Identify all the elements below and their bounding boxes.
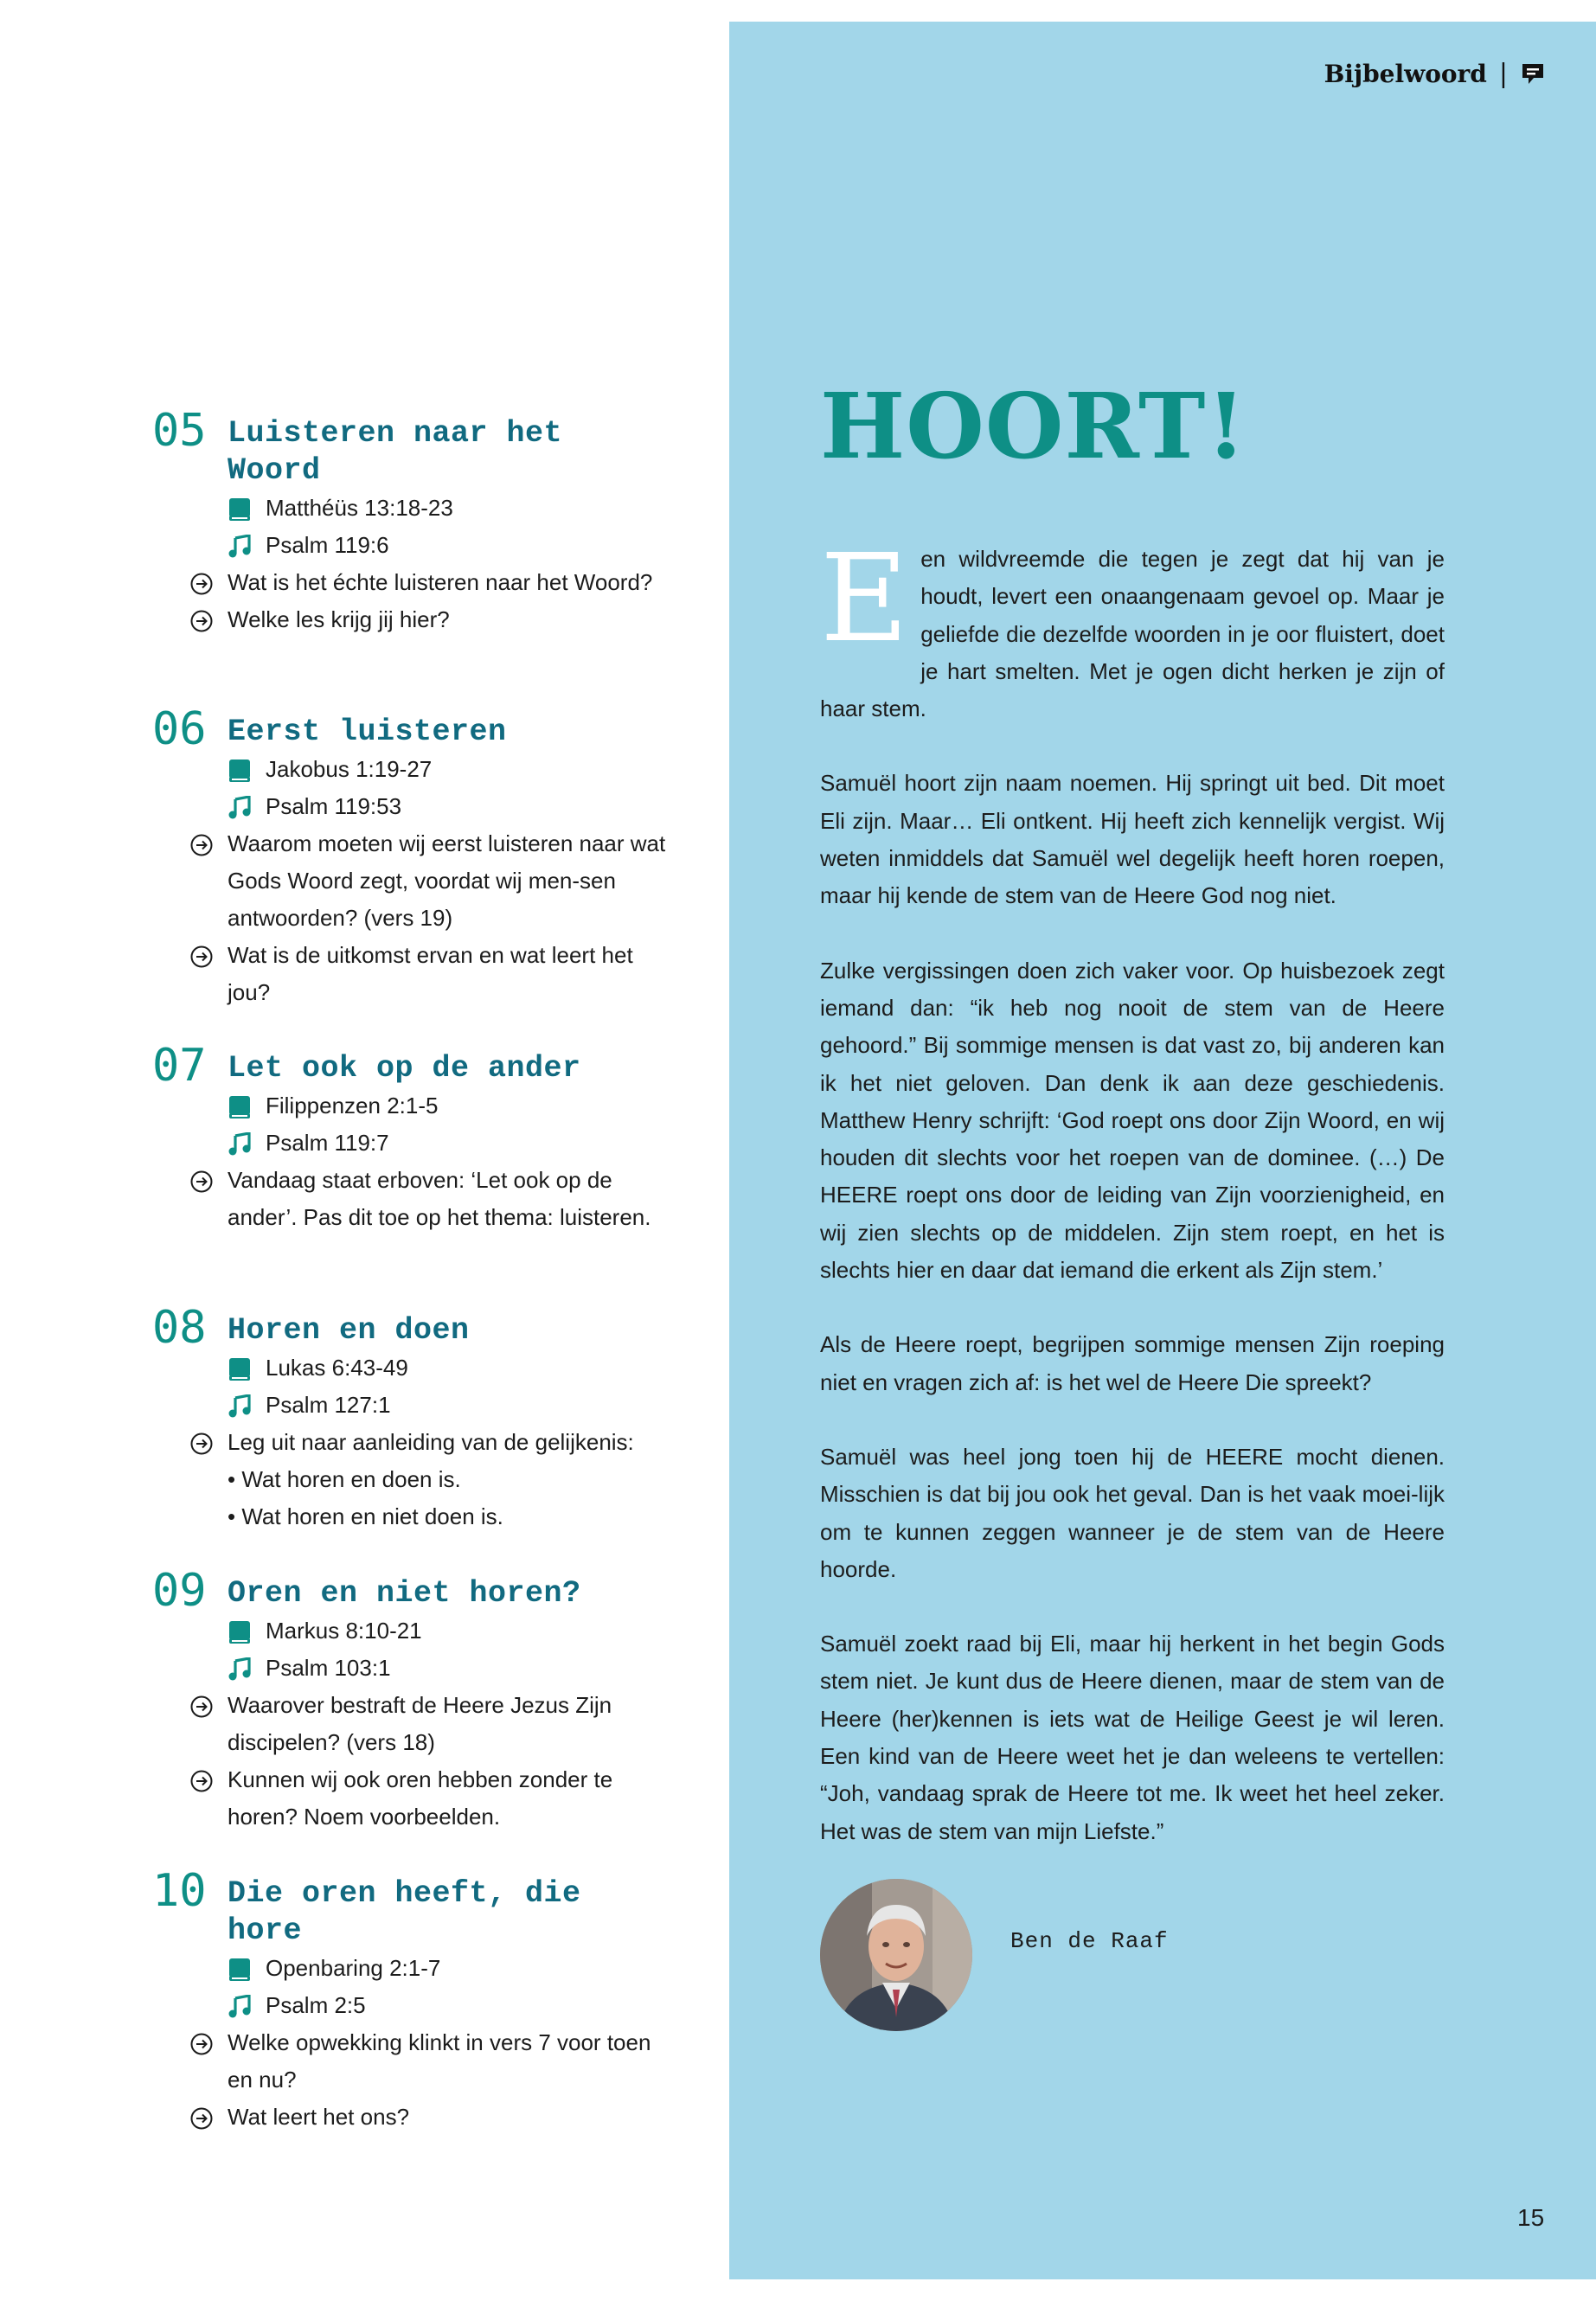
arrow-circle-icon [190,610,213,632]
arrow-circle-icon [190,1170,213,1193]
day-05 [152,405,673,638]
article-paragraph: Als de Heere roept, begrijpen sommige mensen Zijn roeping niet en vragen zich af: is het wel de Heere Die spreekt? [820,1331,1445,1395]
music-note-icon [228,1132,252,1157]
question-text: Wat leert het ons? [228,2104,410,2130]
question [228,1761,673,1836]
question [228,1687,673,1761]
reading-text: Filippenzen 2:1-5 [266,1093,439,1118]
question [228,564,673,601]
music-note-icon [228,1657,252,1682]
article-paragraph: Samuël hoort zijn naam noemen. Hij springt uit bed. Dit moet Eli zijn. Maar… Eli ontkent. Hij heeft zich kennelijk vergist. Wij weten inmiddels dat Samuël wel degelijk heeft horen roepen, maar hij kende de stem van de Heere God nog niet. [820,770,1445,909]
bible-reading [228,1087,673,1125]
day-number: 06 [152,703,207,755]
book-icon [228,1357,252,1381]
day-number: 05 [152,405,207,457]
bible-reading [228,490,673,527]
day-title: Die oren heeft, die hore [228,1876,581,1948]
question [228,1162,673,1236]
question-text: Wat is het échte luisteren naar het Woord? [228,569,653,595]
article-paragraph: Zulke vergissingen doen zich vaker voor. Op huisbezoek zegt iemand dan: “ik heb nog nooit de stem van de Heere gehoord.” Bij sommige mensen is dat vast zo, bij anderen kan ik het niet geloven. Dan denk ik aan deze geschiedenis. Matthew Henry schrijft: ‘God roept ons door Zijn Woord, en wij houden dit slechts voor het roepen van de dominee. (…) De HEERE roept ons door de leiding van Zijn voorzienigheid, en wij zien slechts op de middelen. Zijn stem roept, en het is slechts hier en daar dat iemand die erkent als Zijn stem.’ [820,957,1445,1284]
music-note-icon [228,796,252,820]
bullet-item: • Wat horen en niet doen is. [228,1503,503,1529]
psalm [228,1387,673,1424]
arrow-circle-icon [190,1695,213,1718]
speech-bubble-icon [1520,61,1546,87]
page-number: 15 [1517,2204,1545,2231]
day-number: 10 [152,1865,207,1917]
question-text: Welke les krijg jij hier? [228,606,450,632]
day-number: 09 [152,1565,207,1617]
article-body [820,529,1445,1888]
reading-text: Lukas 6:43-49 [266,1355,408,1381]
arrow-circle-icon [190,945,213,968]
book-icon [228,1620,252,1644]
article-paragraph: Samuël was heel jong toen hij de HEERE mocht dienen. Misschien is dat bij jou ook het geval. Dan is het vaak moei-lijk om te kunnen zeggen wanneer je de stem van de Heere hoorde. [820,1443,1445,1582]
question-text: Leg uit naar aanleiding van de gelijkenis: [228,1429,634,1455]
day-number: 08 [152,1302,207,1354]
reading-text: Openbaring 2:1-7 [266,1955,441,1981]
drop-cap: E [820,529,909,670]
day-06 [152,703,673,1011]
arrow-circle-icon [190,1433,213,1455]
header-separator: | [1498,59,1508,89]
question [228,937,673,1011]
day-08 [152,1302,673,1535]
question [228,601,673,638]
author-photo [820,1879,972,2031]
article-headline: HOORT! [820,373,1247,479]
bible-reading [228,1349,673,1387]
psalm-text: Psalm 119:7 [266,1130,389,1156]
music-note-icon [228,1995,252,2019]
music-note-icon [228,1394,252,1419]
day-title: Let ook op de ander [228,1051,581,1086]
bible-reading [228,1612,673,1650]
day-number: 07 [152,1040,207,1092]
day-10 [152,1865,673,2136]
question-text: Waarom moeten wij eerst luisteren naar wat Gods Woord zegt, voordat wij men-sen antwoorden? (vers 19) [228,830,666,931]
music-note-icon [228,535,252,559]
day-09 [152,1565,673,1836]
question [228,2099,673,2136]
psalm [228,1650,673,1687]
bible-reading [228,1950,673,1987]
question-text: Wat is de uitkomst ervan en wat leert het jou? [228,942,633,1005]
book-icon [228,497,252,522]
arrow-circle-icon [190,834,213,856]
day-title: Luisteren naar het Woord [228,416,563,488]
book-icon [228,1095,252,1119]
question-text: Welke opwekking klinkt in vers 7 voor toen en nu? [228,2029,651,2093]
question-text: Waarover bestraft de Heere Jezus Zijn discipelen? (vers 18) [228,1692,612,1755]
reading-text: Jakobus 1:19-27 [266,756,433,782]
psalm-text: Psalm 2:5 [266,1992,366,2018]
arrow-circle-icon [190,2033,213,2055]
question [228,1424,673,1461]
psalm-text: Psalm 127:1 [266,1392,391,1418]
psalm-text: Psalm 103:1 [266,1655,391,1681]
arrow-circle-icon [190,2107,213,2130]
paragraph-text: en wildvreemde die tegen je zegt dat hij van je houdt, levert een onaangenaam gevoel op. Maar je geliefde die dezelfde woorden in je oor fluistert, doet je hart smelten. Met je ogen dicht herken je zijn of haar stem. [820,546,1445,722]
reading-text: Markus 8:10-21 [266,1618,422,1644]
author-portrait [820,1879,972,2031]
psalm [228,1987,673,2024]
book-icon [228,759,252,783]
section-label: Bijbelwoord [1324,60,1487,88]
psalm [228,527,673,564]
bullet-item: • Wat horen en doen is. [228,1466,461,1492]
reading-text: Matthéüs 13:18-23 [266,495,453,521]
bible-reading [228,751,673,788]
question-text: Kunnen wij ook oren hebben zonder te horen? Noem voorbeelden. [228,1766,613,1830]
psalm-text: Psalm 119:53 [266,793,402,819]
question-text: Vandaag staat erboven: ‘Let ook op de ander’. Pas dit toe op het thema: luisteren. [228,1167,651,1230]
author-name: Ben de Raaf [1010,1928,1169,1954]
day-title: Eerst luisteren [228,715,507,749]
psalm-text: Psalm 119:6 [266,532,389,558]
psalm [228,1125,673,1162]
article-paragraph: Samuël zoekt raad bij Eli, maar hij herkent in het begin Gods stem niet. Je kunt dus de Heere dienen, maar de stem van de Heere (her)kennen is iets wat de Heilige Geest je wil leren. Een kind van de Heere weet het je dan weleens te vertellen: “Joh, vandaag sprak de Heere tot me. Ik weet het heel zeker. Het was de stem van mijn Liefste.” [820,1631,1445,1844]
day-title: Horen en doen [228,1313,470,1348]
section-header [1324,59,1546,89]
question [228,825,673,937]
book-icon [228,1958,252,1982]
day-07 [152,1040,673,1236]
article-paragraph [820,529,1445,727]
question [228,2024,673,2099]
day-title: Oren en niet horen? [228,1576,581,1611]
arrow-circle-icon [190,573,213,595]
psalm [228,788,673,825]
arrow-circle-icon [190,1770,213,1792]
